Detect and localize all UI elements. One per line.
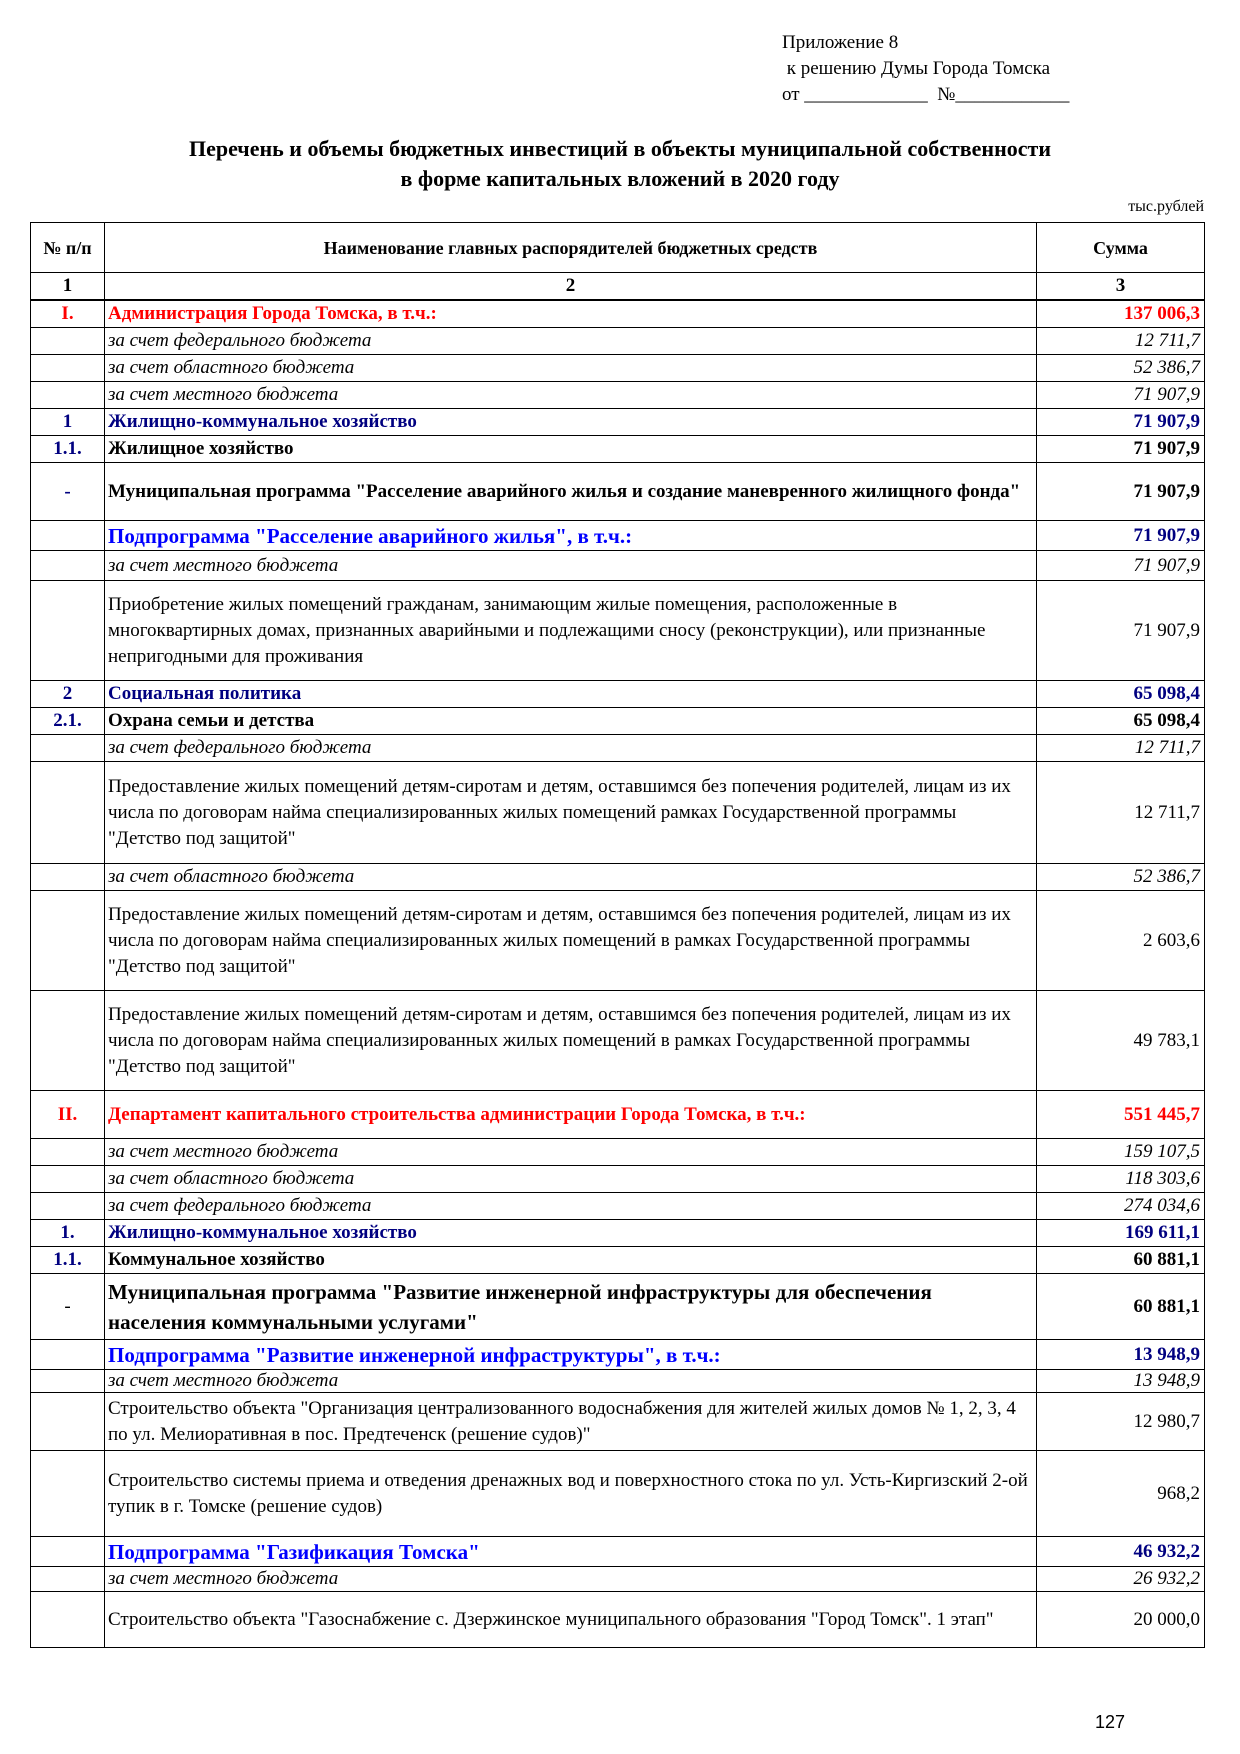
table-row xyxy=(31,991,1205,1091)
row-sum: 71 907,9 xyxy=(1037,581,1205,681)
table-row xyxy=(31,1451,1205,1537)
row-sum: 159 107,5 xyxy=(1037,1139,1205,1166)
row-sum: 169 611,1 xyxy=(1037,1220,1205,1247)
table-row xyxy=(31,521,1205,551)
row-num xyxy=(31,1451,105,1537)
row-num xyxy=(31,1340,105,1370)
row-num xyxy=(31,1139,105,1166)
row-sum: 71 907,9 xyxy=(1037,409,1205,436)
row-num xyxy=(31,864,105,891)
date-number-line: от _____________ №____________ xyxy=(782,84,1070,105)
table-row xyxy=(31,463,1205,521)
table-row xyxy=(31,1193,1205,1220)
row-sum: 137 006,3 xyxy=(1037,300,1205,328)
col-number-1: 1 xyxy=(31,273,105,301)
table-header-row xyxy=(31,223,1205,273)
row-name: Строительство объекта "Организация централизованного водоснабжения для жителей жилых домов № 1, 2, 3, 4 по ул. Мелиоративная в пос. Предтеченск (решение судов)" xyxy=(105,1393,1037,1451)
table-row xyxy=(31,328,1205,355)
row-name: за счет областного бюджета xyxy=(105,1166,1037,1193)
row-sum: 12 711,7 xyxy=(1037,328,1205,355)
row-sum: 71 907,9 xyxy=(1037,436,1205,463)
table-row xyxy=(31,1274,1205,1340)
row-num: 1. xyxy=(31,1220,105,1247)
title-line-1: Перечень и объемы бюджетных инвестиций в объекты муниципальной собственности xyxy=(188,136,1052,161)
table-row xyxy=(31,1340,1205,1370)
row-sum: 13 948,9 xyxy=(1037,1370,1205,1393)
row-sum: 118 303,6 xyxy=(1037,1166,1205,1193)
table-row xyxy=(31,1091,1205,1139)
row-sum: 13 948,9 xyxy=(1037,1340,1205,1370)
row-sum: 49 783,1 xyxy=(1037,991,1205,1091)
table-row xyxy=(31,355,1205,382)
row-sum: 60 881,1 xyxy=(1037,1274,1205,1340)
table-row xyxy=(31,1567,1205,1592)
row-num: 2 xyxy=(31,681,105,708)
investments-table xyxy=(30,222,1205,1648)
table-row xyxy=(31,681,1205,708)
table-row xyxy=(31,1393,1205,1451)
row-name: Жилищно-коммунальное хозяйство xyxy=(105,1220,1037,1247)
row-name: Администрация Города Томска, в т.ч.: xyxy=(105,300,1037,328)
appendix-label: Приложение 8 xyxy=(782,32,899,53)
row-name: Охрана семьи и детства xyxy=(105,708,1037,735)
row-sum: 2 603,6 xyxy=(1037,891,1205,991)
row-sum: 60 881,1 xyxy=(1037,1247,1205,1274)
row-name: Строительство объекта "Газоснабжение с. Дзержинское муниципального образования "Город Томск". 1 этап" xyxy=(105,1592,1037,1648)
row-num: II. xyxy=(31,1091,105,1139)
row-sum: 71 907,9 xyxy=(1037,382,1205,409)
row-num xyxy=(31,581,105,681)
row-num xyxy=(31,891,105,991)
row-sum: 46 932,2 xyxy=(1037,1537,1205,1567)
row-num xyxy=(31,1166,105,1193)
row-name: Подпрограмма "Развитие инженерной инфраструктуры", в т.ч.: xyxy=(105,1340,1037,1370)
table-row xyxy=(31,1247,1205,1274)
row-num: 2.1. xyxy=(31,708,105,735)
document-title xyxy=(60,134,1180,194)
row-num xyxy=(31,1592,105,1648)
document-header xyxy=(782,30,1069,108)
row-name: Подпрограмма "Газификация Томска" xyxy=(105,1537,1037,1567)
row-sum: 71 907,9 xyxy=(1037,463,1205,521)
row-num: 1.1. xyxy=(31,1247,105,1274)
table-row xyxy=(31,735,1205,762)
table-row xyxy=(31,300,1205,328)
header-name: Наименование главных распорядителей бюджетных средств xyxy=(105,223,1037,273)
row-num xyxy=(31,735,105,762)
row-name: Коммунальное хозяйство xyxy=(105,1247,1037,1274)
table-row xyxy=(31,891,1205,991)
row-name: за счет местного бюджета xyxy=(105,382,1037,409)
row-name: Жилищно-коммунальное хозяйство xyxy=(105,409,1037,436)
row-name: Муниципальная программа "Развитие инженерной инфраструктуры для обеспечения населения коммунальными услугами" xyxy=(105,1274,1037,1340)
row-name: Предоставление жилых помещений детям-сиротам и детям, оставшимся без попечения родителей, лицам из их числа по договорам найма специализированных жилых помещений в рамках Государственной программы "Детство под защитой" xyxy=(105,991,1037,1091)
row-num: 1.1. xyxy=(31,436,105,463)
column-number-row xyxy=(31,273,1205,301)
row-name: Предоставление жилых помещений детям-сиротам и детям, оставшимся без попечения родителей, лицам из их числа по договорам найма специализированных жилых помещений рамках Государственной программы "Детство под защитой" xyxy=(105,762,1037,864)
row-sum: 65 098,4 xyxy=(1037,681,1205,708)
row-num xyxy=(31,328,105,355)
header-sum: Сумма xyxy=(1037,223,1205,273)
row-name: за счет местного бюджета xyxy=(105,1567,1037,1592)
row-name: Приобретение жилых помещений гражданам, занимающим жилые помещения, расположенные в многоквартирных домах, признанных аварийными и подлежащими сносу (реконструкции), или признанные непригодными для проживания xyxy=(105,581,1037,681)
row-sum: 551 445,7 xyxy=(1037,1091,1205,1139)
header-num: № п/п xyxy=(31,223,105,273)
row-sum: 20 000,0 xyxy=(1037,1592,1205,1648)
row-num xyxy=(31,551,105,581)
row-sum: 12 711,7 xyxy=(1037,762,1205,864)
table-row xyxy=(31,581,1205,681)
table-row xyxy=(31,864,1205,891)
row-sum: 12 980,7 xyxy=(1037,1393,1205,1451)
row-name: Строительство системы приема и отведения дренажных вод и поверхностного стока по ул. Усть-Киргизский 2-ой тупик в г. Томске (решение судов) xyxy=(105,1451,1037,1537)
table-row xyxy=(31,436,1205,463)
row-num: 1 xyxy=(31,409,105,436)
row-name: Муниципальная программа "Расселение аварийного жилья и создание маневренного жилищного фонда" xyxy=(105,463,1037,521)
table-row xyxy=(31,708,1205,735)
row-name: за счет федерального бюджета xyxy=(105,735,1037,762)
row-sum: 65 098,4 xyxy=(1037,708,1205,735)
row-num xyxy=(31,1393,105,1451)
row-name: за счет местного бюджета xyxy=(105,551,1037,581)
table-row xyxy=(31,1220,1205,1247)
table-row xyxy=(31,409,1205,436)
row-name: за счет областного бюджета xyxy=(105,355,1037,382)
title-line-2: в форме капитальных вложений в 2020 году xyxy=(400,166,840,191)
page-number: 127 xyxy=(1095,1712,1126,1732)
row-sum: 71 907,9 xyxy=(1037,521,1205,551)
units-label: тыс.рублей xyxy=(1128,198,1204,215)
table-row xyxy=(31,551,1205,581)
row-num xyxy=(31,521,105,551)
row-sum: 52 386,7 xyxy=(1037,355,1205,382)
row-num xyxy=(31,991,105,1091)
row-name: за счет местного бюджета xyxy=(105,1370,1037,1393)
row-sum: 274 034,6 xyxy=(1037,1193,1205,1220)
table-row xyxy=(31,1370,1205,1393)
row-name: Подпрограмма "Расселение аварийного жилья", в т.ч.: xyxy=(105,521,1037,551)
row-name: Предоставление жилых помещений детям-сиротам и детям, оставшимся без попечения родителей, лицам из их числа по договорам найма специализированных жилых помещений в рамках Государственной программы "Детство под защитой" xyxy=(105,891,1037,991)
row-num: - xyxy=(31,463,105,521)
table-row xyxy=(31,1592,1205,1648)
row-num: - xyxy=(31,1274,105,1340)
row-num xyxy=(31,1537,105,1567)
row-sum: 71 907,9 xyxy=(1037,551,1205,581)
row-sum: 968,2 xyxy=(1037,1451,1205,1537)
decision-reference: к решению Думы Города Томска xyxy=(782,58,1051,79)
row-name: за счет федерального бюджета xyxy=(105,1193,1037,1220)
table-row xyxy=(31,1139,1205,1166)
col-number-3: 3 xyxy=(1037,273,1205,301)
table-row xyxy=(31,762,1205,864)
row-sum: 52 386,7 xyxy=(1037,864,1205,891)
row-num: I. xyxy=(31,300,105,328)
row-name: Департамент капитального строительства администрации Города Томска, в т.ч.: xyxy=(105,1091,1037,1139)
row-name: за счет областного бюджета xyxy=(105,864,1037,891)
row-name: за счет федерального бюджета xyxy=(105,328,1037,355)
row-num xyxy=(31,1193,105,1220)
table-row xyxy=(31,382,1205,409)
row-sum: 26 932,2 xyxy=(1037,1567,1205,1592)
row-name: Социальная политика xyxy=(105,681,1037,708)
row-num xyxy=(31,355,105,382)
row-name: за счет местного бюджета xyxy=(105,1139,1037,1166)
row-num xyxy=(31,382,105,409)
row-num xyxy=(31,1567,105,1592)
row-name: Жилищное хозяйство xyxy=(105,436,1037,463)
table-row xyxy=(31,1166,1205,1193)
table-row xyxy=(31,1537,1205,1567)
row-num xyxy=(31,1370,105,1393)
row-num xyxy=(31,762,105,864)
row-sum: 12 711,7 xyxy=(1037,735,1205,762)
col-number-2: 2 xyxy=(105,273,1037,301)
